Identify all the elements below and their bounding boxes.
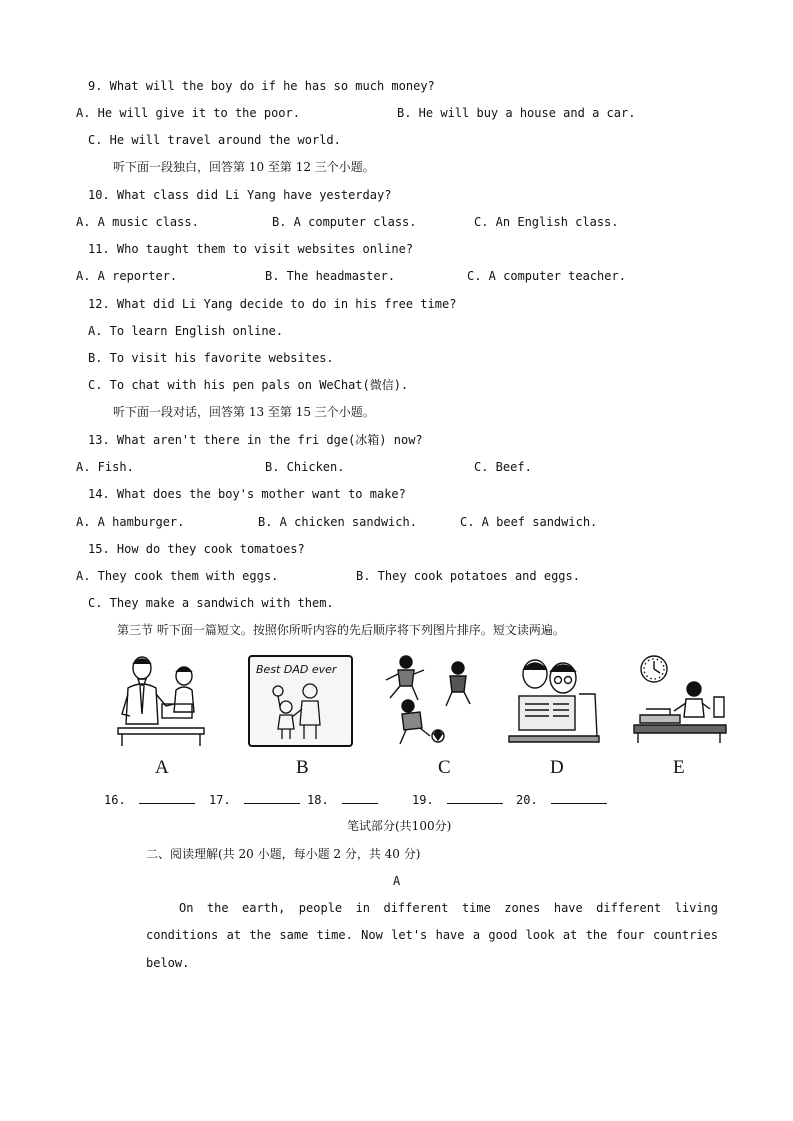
section-3-instruction: 第三节 听下面一篇短文。按照你所听内容的先后顺序将下列图片排序。短文读两遍。 (117, 623, 565, 637)
question-13: 13. What aren't there in the fri dge(冰箱) now? (88, 433, 423, 447)
q12-option-b: B. To visit his favorite websites. (88, 351, 334, 365)
q9-option-b: B. He will buy a house and a car. (397, 106, 636, 120)
instruction-dialogue: 听下面一段对话，回答第 13 至第 15 三个小题。 (113, 405, 375, 419)
passage-letter: A (393, 874, 401, 888)
answer-blank-19[interactable] (412, 791, 503, 808)
picture-b-dad-card (248, 655, 353, 747)
q13-option-b: B. Chicken. (265, 460, 345, 474)
q9-option-a: A. He will give it to the poor. (76, 106, 300, 120)
q10-option-a: A. A music class. (76, 215, 199, 229)
blank-number: 20. (516, 793, 538, 807)
blank-line (551, 791, 607, 804)
picture-label-c: C (438, 757, 451, 778)
picture-c-football (380, 652, 478, 746)
blank-number: 19. (412, 793, 434, 807)
question-9: 9. What will the boy do if he has so much money? (88, 79, 435, 93)
q13-option-c: C. Beef. (474, 460, 532, 474)
q15-option-a: A. They cook them with eggs. (76, 569, 279, 583)
picture-label-e: E (673, 757, 685, 778)
passage-line-1: On the earth, people in different time zones have different living (179, 901, 718, 915)
q11-option-a: A. A reporter. (76, 269, 178, 283)
passage-line-3: below. (146, 956, 190, 970)
passage-line-2: conditions at the same time. Now let's have a good look at the four countries (146, 928, 718, 942)
q11-option-b: B. The headmaster. (265, 269, 396, 283)
blank-line (139, 791, 195, 804)
q15-option-c: C. They make a sandwich with them. (88, 596, 334, 610)
q13-option-a: A. Fish. (76, 460, 134, 474)
blank-number: 16. (104, 793, 126, 807)
picture-a-teacher-computer (114, 654, 208, 746)
reading-comprehension-header: 二、阅读理解(共 20 小题，每小题 2 分，共 40 分) (146, 847, 421, 861)
card-text: Best DAD ever (256, 663, 337, 676)
blank-line (342, 791, 378, 804)
q14-option-b: B. A chicken sandwich. (258, 515, 417, 529)
blank-number: 17. (209, 793, 231, 807)
q10-option-c: C. An English class. (474, 215, 619, 229)
q14-option-a: A. A hamburger. (76, 515, 185, 529)
q11-option-c: C. A computer teacher. (467, 269, 626, 283)
blank-number: 18. (307, 793, 329, 807)
answer-blank-16[interactable] (104, 791, 195, 808)
question-10: 10. What class did Li Yang have yesterday? (88, 188, 392, 202)
answer-blank-17[interactable] (209, 791, 300, 808)
q12-option-a: A. To learn English online. (88, 324, 284, 338)
picture-e-clock-cooking (630, 653, 728, 745)
picture-label-b: B (296, 757, 309, 778)
question-14: 14. What does the boy's mother want to make? (88, 487, 406, 501)
written-part-header: 笔试部分(共100分) (347, 819, 452, 833)
question-12: 12. What did Li Yang decide to do in his free time? (88, 297, 457, 311)
q10-option-b: B. A computer class. (272, 215, 417, 229)
q12-option-c: C. To chat with his pen pals on WeChat(微信). (88, 378, 409, 392)
blank-line (244, 791, 300, 804)
father-and-child-icon (272, 681, 328, 741)
picture-d-newspaper (505, 654, 603, 746)
question-11: 11. Who taught them to visit websites online? (88, 242, 414, 256)
question-15: 15. How do they cook tomatoes? (88, 542, 305, 556)
q14-option-c: C. A beef sandwich. (460, 515, 598, 529)
q15-option-b: B. They cook potatoes and eggs. (356, 569, 580, 583)
blank-line (447, 791, 503, 804)
q9-option-c: C. He will travel around the world. (88, 133, 341, 147)
instruction-monologue: 听下面一段独白，回答第 10 至第 12 三个小题。 (113, 160, 375, 174)
answer-blank-18[interactable] (307, 791, 378, 808)
answer-blank-20[interactable] (516, 791, 607, 808)
picture-label-d: D (550, 757, 564, 778)
picture-label-a: A (155, 757, 169, 778)
